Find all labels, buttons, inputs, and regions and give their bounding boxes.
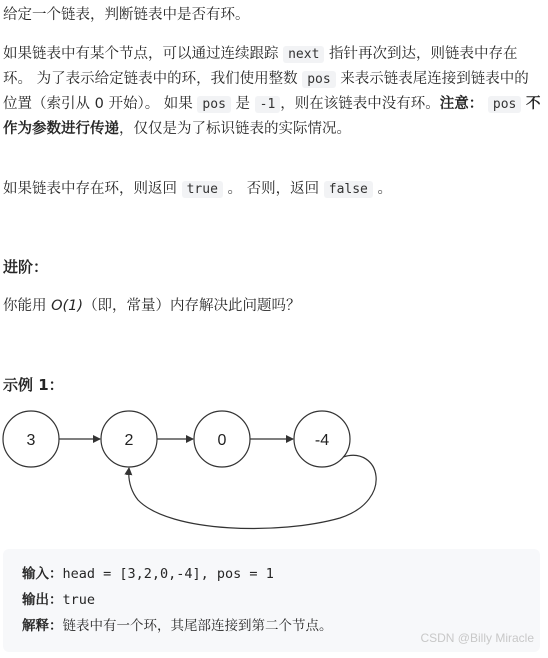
code-false: false — [324, 181, 373, 198]
example-input-line — [22, 563, 274, 585]
code-true: true — [182, 181, 223, 198]
list-node — [3, 411, 59, 467]
node-value: 2 — [124, 432, 134, 449]
advanced-part-2: （即，常量）内存解决此问题吗？ — [83, 298, 301, 314]
desc-part-2: 指针再次到达，则链表中存在环。 为了表示给定链表中的环，我们使用整数 — [3, 46, 518, 87]
node-value: 0 — [217, 432, 227, 449]
input-value: head = [3,2,0,-4], pos = 1 — [62, 566, 274, 582]
intro-sentence: 给定一个链表，判断链表中是否有环。 — [3, 7, 250, 23]
desc-part-6: ，仅仅是为了标识链表的实际情况。 — [119, 121, 351, 137]
input-label: 输入： — [22, 566, 63, 582]
code-minus-one: -1 — [255, 96, 281, 113]
example-output-line — [22, 589, 95, 611]
output-value: true — [62, 592, 96, 608]
note-label: 注意： — [439, 96, 484, 112]
linked-list-diagram — [0, 405, 548, 540]
explain-label: 解释： — [22, 618, 63, 634]
description-paragraph — [3, 42, 543, 141]
list-node — [101, 411, 157, 467]
complexity-text: O(1) — [51, 298, 84, 314]
code-pos: pos — [302, 71, 335, 88]
watermark: CSDN @Billy Miracle — [420, 631, 534, 645]
desc-part-1: 如果链表中有某个节点，可以通过连续跟踪 — [3, 46, 284, 62]
desc-part-3: 来表示链表尾连接到链表中的位置（索引从 0 开始）。 如果 — [3, 71, 529, 112]
advanced-part-1: 你能用 — [3, 298, 52, 314]
code-pos-3: pos — [488, 96, 521, 113]
explain-value: 链表中有一个环，其尾部连接到第二个节点。 — [62, 618, 333, 634]
note-bold-text: 不作为参数进行传递 — [3, 96, 541, 137]
example-heading: 示例 1： — [3, 376, 64, 394]
return-part-2: 。 否则，返回 — [222, 181, 324, 197]
desc-part-4: 是 — [230, 96, 255, 112]
example-explain-line — [22, 615, 333, 637]
list-node — [194, 411, 250, 467]
output-label: 输出： — [22, 592, 63, 608]
desc-part-5: ，则在该链表中没有环。 — [280, 96, 440, 112]
advanced-heading: 进阶： — [3, 258, 49, 276]
intro-text — [3, 3, 543, 27]
list-node — [294, 411, 350, 467]
code-next: next — [283, 46, 324, 63]
code-pos-2: pos — [197, 96, 230, 113]
return-part-1: 如果链表中存在环，则返回 — [3, 181, 182, 197]
advanced-text — [3, 294, 543, 318]
cycle-arrow — [129, 455, 376, 528]
return-part-3: 。 — [372, 181, 392, 197]
node-value: -4 — [314, 432, 330, 449]
node-value: 3 — [26, 432, 36, 449]
return-paragraph — [3, 177, 543, 202]
